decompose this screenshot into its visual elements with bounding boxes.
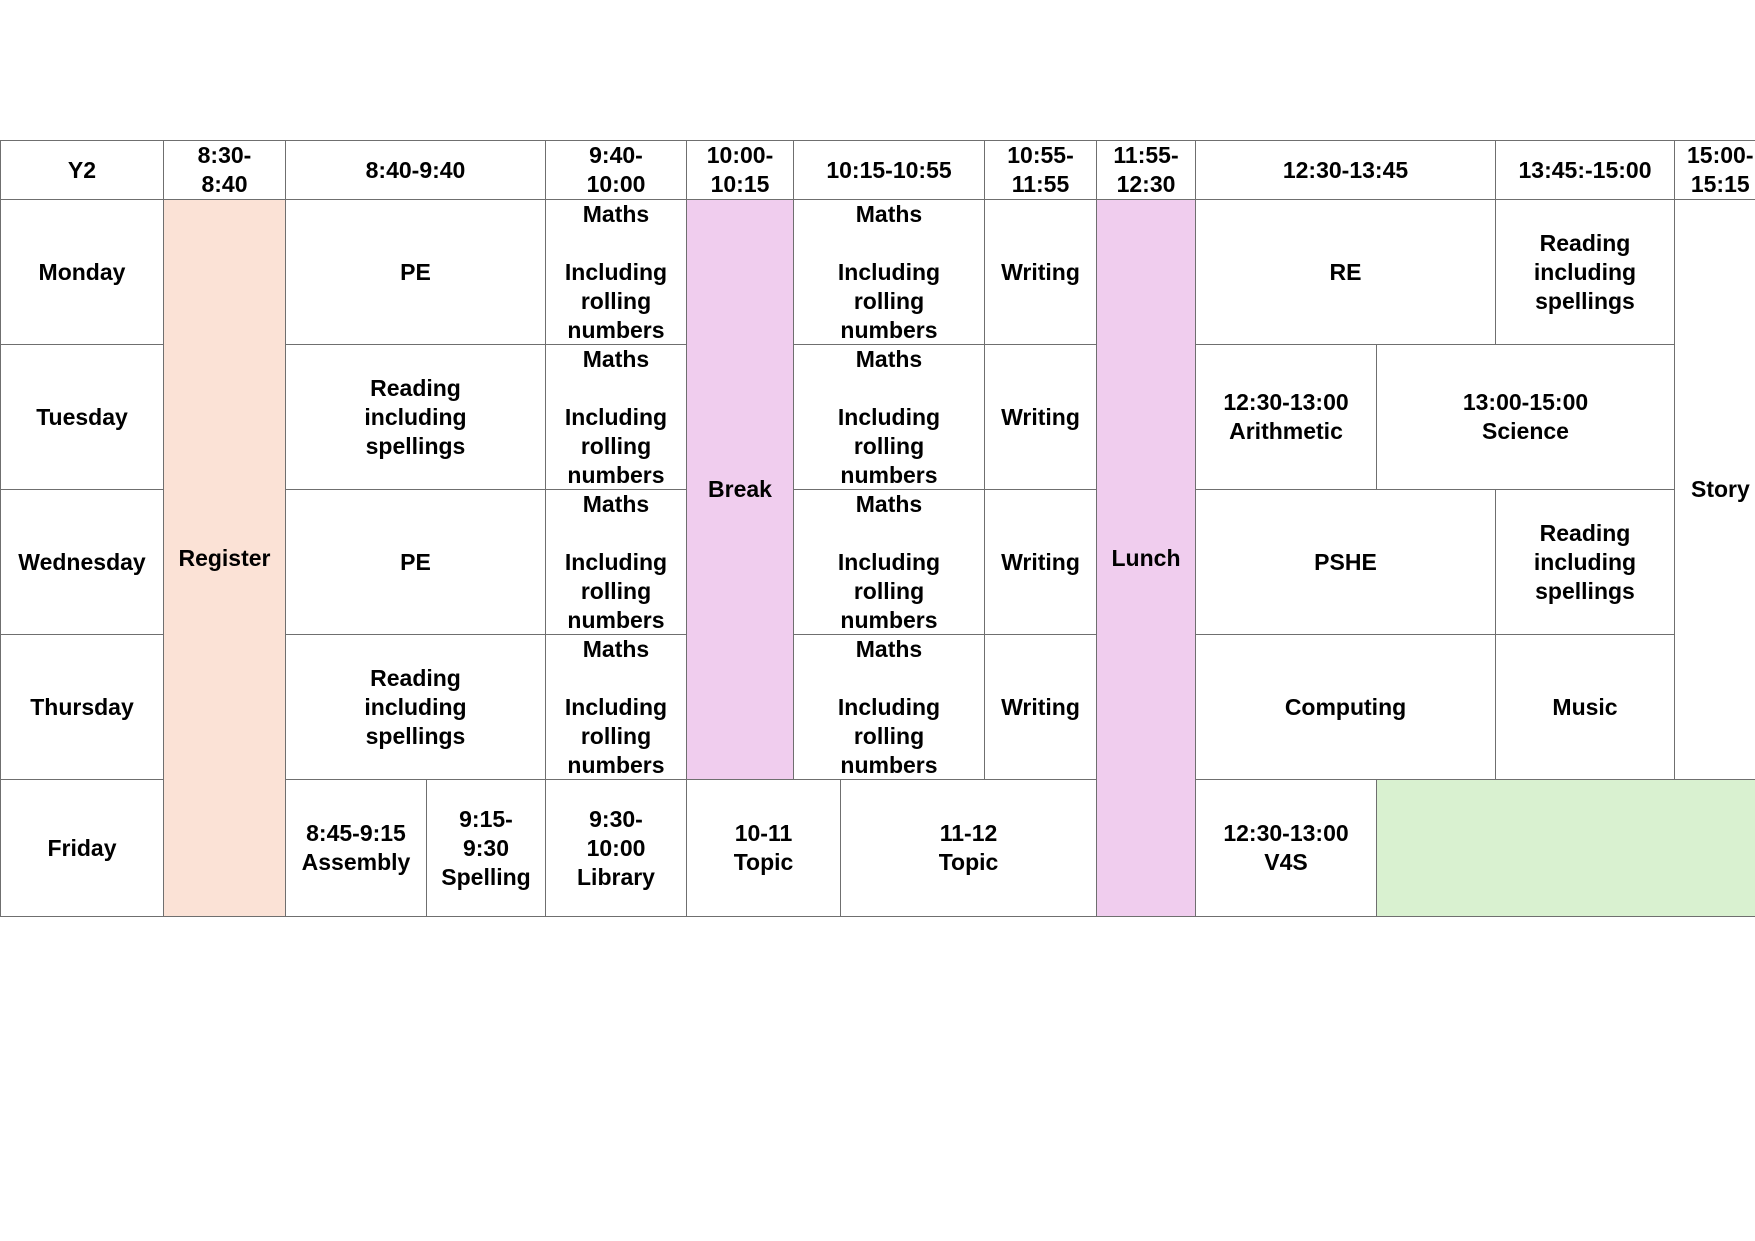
monday-writing: Writing bbox=[984, 199, 1097, 345]
tuesday-science: 13:00-15:00 Science bbox=[1376, 344, 1675, 490]
thursday-maths-1: Maths Including rolling numbers bbox=[545, 634, 687, 780]
friday-v4s: 12:30-13:00 V4S bbox=[1195, 779, 1377, 917]
tuesday-maths-2: Maths Including rolling numbers bbox=[793, 344, 985, 490]
monday-reading: Reading including spellings bbox=[1495, 199, 1675, 345]
day-label-monday: Monday bbox=[0, 199, 164, 345]
lunch-block: Lunch bbox=[1096, 199, 1196, 917]
tuesday-arithmetic: 12:30-13:00 Arithmetic bbox=[1195, 344, 1377, 490]
header-slot-1015: 10:15-10:55 bbox=[793, 140, 985, 200]
wednesday-writing: Writing bbox=[984, 489, 1097, 635]
friday-topic-2: 11-12 Topic bbox=[840, 779, 1097, 917]
monday-maths-1: Maths Including rolling numbers bbox=[545, 199, 687, 345]
header-slot-1345: 13:45:-15:00 bbox=[1495, 140, 1675, 200]
thursday-writing: Writing bbox=[984, 634, 1097, 780]
break-block: Break bbox=[686, 199, 794, 780]
header-slot-0840: 8:40-9:40 bbox=[285, 140, 546, 200]
header-year: Y2 bbox=[0, 140, 164, 200]
tuesday-maths-1: Maths Including rolling numbers bbox=[545, 344, 687, 490]
monday-maths-2: Maths Including rolling numbers bbox=[793, 199, 985, 345]
wednesday-pshe: PSHE bbox=[1195, 489, 1496, 635]
thursday-music: Music bbox=[1495, 634, 1675, 780]
header-slot-0830: 8:30- 8:40 bbox=[163, 140, 286, 200]
tuesday-reading: Reading including spellings bbox=[285, 344, 546, 490]
header-slot-1500: 15:00- 15:15 bbox=[1674, 140, 1755, 200]
tuesday-writing: Writing bbox=[984, 344, 1097, 490]
day-label-thursday: Thursday bbox=[0, 634, 164, 780]
friday-spelling: 9:15- 9:30 Spelling bbox=[426, 779, 546, 917]
friday-library: 9:30- 10:00 Library bbox=[545, 779, 687, 917]
header-slot-1055: 10:55- 11:55 bbox=[984, 140, 1097, 200]
friday-afternoon-block bbox=[1376, 779, 1755, 917]
wednesday-reading: Reading including spellings bbox=[1495, 489, 1675, 635]
day-label-tuesday: Tuesday bbox=[0, 344, 164, 490]
day-label-wednesday: Wednesday bbox=[0, 489, 164, 635]
monday-re: RE bbox=[1195, 199, 1496, 345]
thursday-reading: Reading including spellings bbox=[285, 634, 546, 780]
thursday-computing: Computing bbox=[1195, 634, 1496, 780]
header-slot-1230: 12:30-13:45 bbox=[1195, 140, 1496, 200]
friday-topic-1: 10-11 Topic bbox=[686, 779, 841, 917]
thursday-maths-2: Maths Including rolling numbers bbox=[793, 634, 985, 780]
header-slot-1155: 11:55- 12:30 bbox=[1096, 140, 1196, 200]
header-slot-1000: 10:00- 10:15 bbox=[686, 140, 794, 200]
register-block: Register bbox=[163, 199, 286, 917]
day-label-friday: Friday bbox=[0, 779, 164, 917]
monday-pe: PE bbox=[285, 199, 546, 345]
wednesday-maths-2: Maths Including rolling numbers bbox=[793, 489, 985, 635]
wednesday-pe: PE bbox=[285, 489, 546, 635]
story-block: Story bbox=[1674, 199, 1755, 780]
header-slot-0940: 9:40- 10:00 bbox=[545, 140, 687, 200]
friday-assembly: 8:45-9:15 Assembly bbox=[285, 779, 427, 917]
wednesday-maths-1: Maths Including rolling numbers bbox=[545, 489, 687, 635]
